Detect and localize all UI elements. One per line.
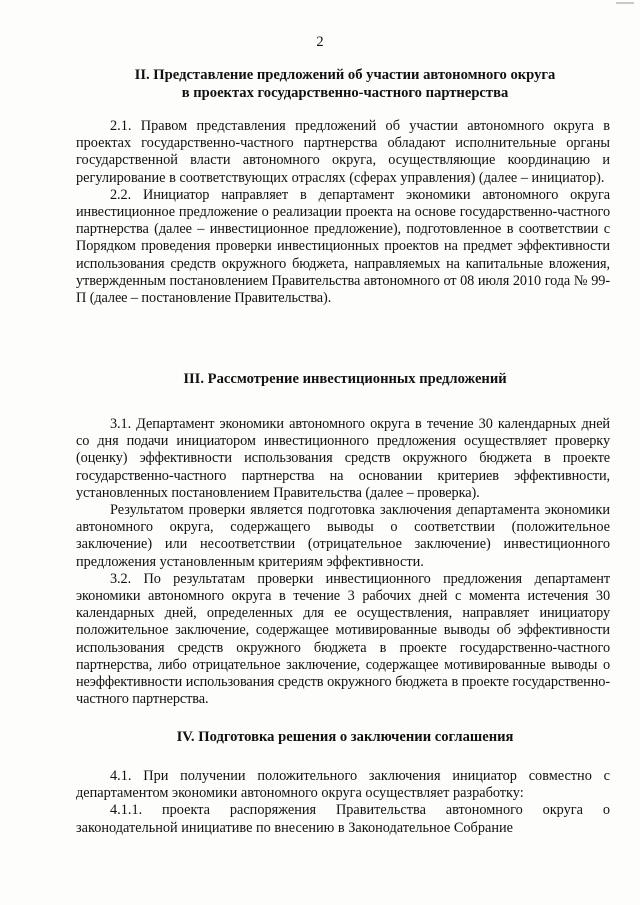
paragraph-2-1: 2.1. Правом представления предложений об участии автономного округа в проектах государственно-частного партнерства обладают исполнительные органы государственной власти автономного округа, осуществляющие координацию и регулирование в соответствующих отраслях (сферах управления) (далее – инициатор).: [76, 118, 610, 186]
paragraph-2-2: 2.2. Инициатор направляет в департамент экономики автономного округа инвестиционное предложение о реализации проекта на основе государственно-частного партнерства (далее – инвестиционное предложение), подготовленное в соответствии с Порядком проведения проверки инвестиционных проектов на предмет эффективности использования средств окружного бюджета, направляемых на капитальные вложения, утвержденным постановлением Правительства автономного от 08 июля 2010 года № 99-П (далее – постановление Правительства).: [76, 186, 610, 307]
paragraph-3-1-result: Результатом проверки является подготовка заключения департамента экономики автономного округа, содержащего выводы о соответствии (положительное заключение) или несоответствии (отрицательное заключение) инвестиционного предложения установленным критериям эффективности.: [76, 502, 610, 570]
section-2-heading-line-2: в проектах государственно-частного партнерства: [181, 85, 509, 101]
section-4-body: [76, 768, 610, 837]
section-2-heading-line-1: II. Представление предложений об участии автономного округа: [134, 67, 556, 83]
section-2-body: [76, 118, 610, 307]
paragraph-3-2: 3.2. По результатам проверки инвестиционного предложения департамент экономики автономного округа в течение 3 рабочих дней с момента истечения 30 календарных дней, определенных для ее осуществления, направляет инициатору положительное заключение, содержащее мотивированные выводы об эффективности использования средств окружного бюджета в проекте государственно-частного партнерства, либо отрицательное заключение, содержащее мотивированные выводы о неэффективности использования средств окружного бюджета в проекте государственно-частного партнерства.: [76, 570, 610, 708]
paragraph-3-1: 3.1. Департамент экономики автономного округа в течение 30 календарных дней со дня подачи инициатором инвестиционного предложения осуществляет проверку (оценку) эффективности использования средств окружного бюджета в проекте государственно-частного партнерства на основании критериев эффективности, установленных постановлением Правительства (далее – проверка).: [76, 416, 610, 501]
section-3-heading: III. Рассмотрение инвестиционных предложений: [183, 371, 507, 387]
paragraph-4-1-1: 4.1.1. проекта распоряжения Правительства автономного округа о законодательной инициативе по внесению в Законодательное Собрание: [76, 802, 610, 836]
section-3-body: [76, 416, 610, 708]
section-4-heading: IV. Подготовка решения о заключении соглашения: [176, 729, 514, 745]
section-2-heading: [70, 66, 620, 102]
page-number: 2: [316, 34, 324, 50]
paragraph-4-1: 4.1. При получении положительного заключения инициатор совместно с департаментом экономики автономного округа осуществляет разработку:: [76, 768, 610, 802]
scan-mark: [616, 2, 634, 4]
